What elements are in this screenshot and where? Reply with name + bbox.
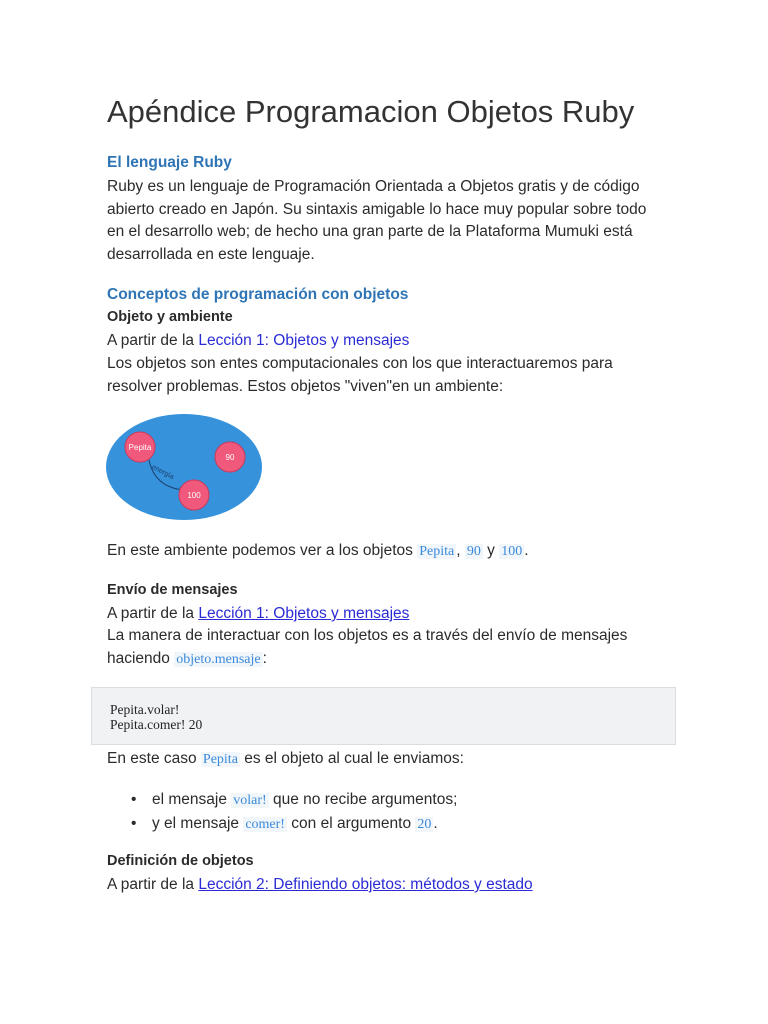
lesson-reference-3 (107, 874, 533, 896)
bullet-text: que no recibe argumentos; (268, 791, 458, 808)
objects-description-paragraph: Los objetos son entes computacionales con los que interactuaremos para resolver problemas. Estos objetos "viven"en un ambiente: (107, 355, 613, 395)
code-comer: comer! (245, 817, 285, 832)
code-pepita-case: Pepita (202, 752, 238, 767)
case-explanation (107, 748, 464, 771)
code-block (91, 687, 676, 745)
code-line-1: Pepita.volar! (110, 702, 180, 717)
subheading-envio-mensajes: Envío de mensajes (107, 582, 238, 598)
messages-text: haciendo (107, 650, 175, 667)
lesson-reference-2 (107, 603, 409, 625)
code-100: 100 (501, 544, 523, 559)
bullet-text: con el argumento (286, 815, 416, 832)
bullet-icon: • (131, 791, 137, 808)
code-pepita: Pepita (419, 544, 455, 559)
messages-text: : (262, 650, 267, 667)
lesson-reference-prefix: A partir de la (107, 876, 199, 893)
object-pepita-label: Pepita (128, 443, 152, 452)
bullet-text: y el mensaje (152, 815, 244, 832)
ambient-diagram (105, 410, 265, 524)
list-item (107, 812, 457, 836)
caption-sep: y (482, 542, 500, 559)
case-text: En este caso (107, 750, 201, 767)
bullet-icon: • (131, 815, 137, 832)
code-objeto-mensaje: objeto.mensaje (176, 652, 261, 667)
messages-list (107, 788, 457, 836)
lesson-reference-prefix: A partir de la (107, 332, 199, 349)
lesson-reference-1 (107, 330, 409, 352)
subheading-objeto-ambiente: Objeto y ambiente (107, 309, 233, 325)
case-text: es el objeto al cual le enviamos: (239, 750, 464, 767)
code-volar: volar! (233, 793, 267, 808)
lesson-reference-prefix: A partir de la (107, 605, 199, 622)
page-title: Apéndice Programacion Objetos Ruby (107, 94, 635, 129)
section-heading-ruby: El lenguaje Ruby (107, 154, 232, 171)
ruby-intro-paragraph: Ruby es un lenguaje de Programación Orientada a Objetos gratis y de código abierto creado en Japón. Su sintaxis amigable lo hace muy popular sobre todo en el desarrollo web; de hecho una gran parte de la Plataforma Mumuki está desarrollada en este lenguaje. (107, 178, 647, 263)
bullet-text: el mensaje (152, 791, 232, 808)
caption-sep: , (456, 542, 465, 559)
lesson-1-link-underlined[interactable]: Lección 1: Objetos y mensajes (198, 605, 410, 622)
caption-end: . (524, 542, 529, 559)
ambient-caption (107, 540, 529, 563)
lesson-1-link[interactable]: Lección 1: Objetos y mensajes (198, 332, 410, 349)
code-90: 90 (466, 544, 481, 559)
code-line-2: Pepita.comer! 20 (110, 717, 203, 732)
lesson-2-link[interactable]: Lección 2: Definiendo objetos: métodos y estado (198, 876, 533, 893)
object-90-label: 90 (225, 453, 235, 462)
section-heading-concepts: Conceptos de programación con objetos (107, 286, 409, 303)
messages-paragraph-line1: La manera de interactuar con los objetos es a través del envío de mensajes (107, 627, 628, 644)
energy-arrow-label: energía (150, 463, 175, 482)
subheading-definicion-objetos: Definición de objetos (107, 853, 254, 869)
caption-text: En este ambiente podemos ver a los objetos (107, 542, 418, 559)
object-100-label: 100 (187, 491, 201, 500)
messages-paragraph-line2 (107, 648, 267, 671)
bullet-text: . (433, 815, 438, 832)
list-item (107, 788, 457, 812)
code-20: 20 (417, 817, 432, 832)
